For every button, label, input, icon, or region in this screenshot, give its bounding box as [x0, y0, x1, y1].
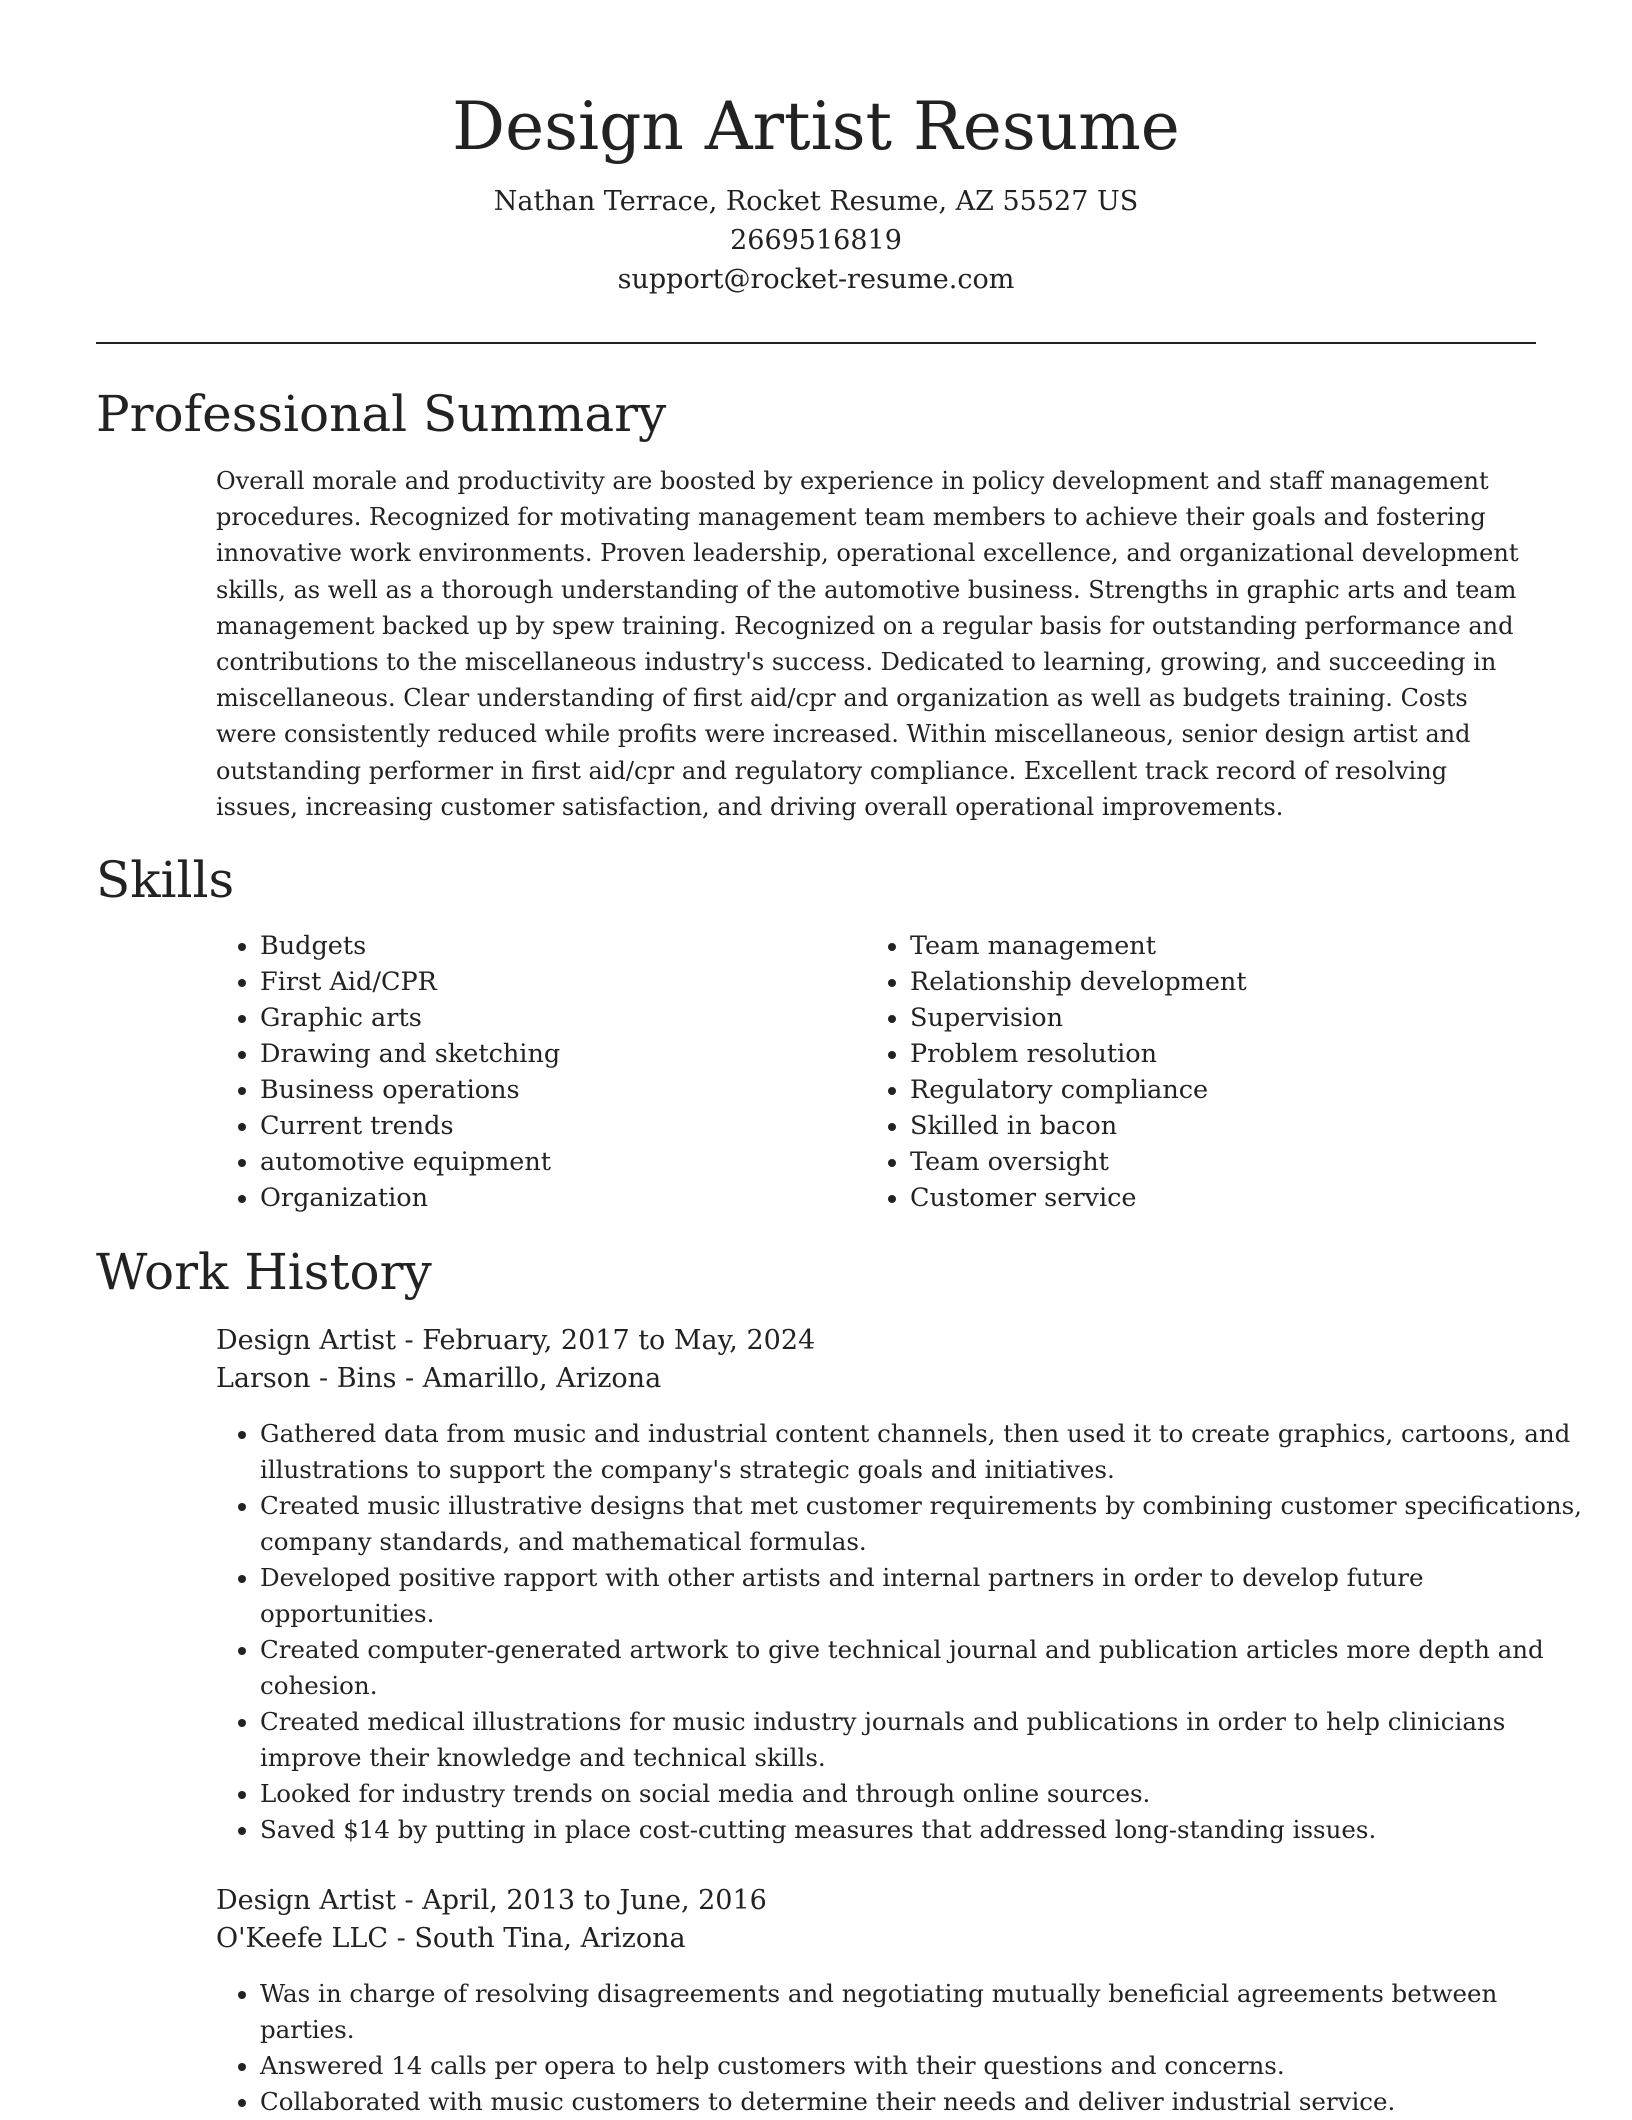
skill-item: • Graphic arts [260, 1000, 560, 1036]
job-bullet: • Developed positive rapport with other artists and internal partners in order to develop future opportunities. [260, 1560, 1590, 1632]
skill-item: • Team oversight [910, 1144, 1247, 1180]
resume-header [96, 82, 1536, 299]
skill-item: • automotive equipment [260, 1144, 560, 1180]
job-bullet: • Answered 14 calls per opera to help customers with their questions and concerns. [260, 2048, 1590, 2084]
skill-item: • Business operations [260, 1072, 560, 1108]
summary-heading: Professional Summary [96, 385, 667, 443]
work-history-heading: Work History [96, 1243, 432, 1301]
job-bullet: • Collaborated with music customers to determine their needs and deliver industrial service. [260, 2084, 1590, 2120]
header-divider [96, 342, 1536, 344]
contact-address: Nathan Terrace, Rocket Resume, AZ 55527 US [493, 186, 1139, 217]
job-company-line: Larson - Bins - Amarillo, Arizona [216, 1363, 662, 1394]
resume-title: Design Artist Resume [452, 88, 1180, 165]
job-bullet: • Created music illustrative designs that met customer requirements by combining customer specifications, company standards, and mathematical formulas. [260, 1488, 1590, 1560]
skills-list-right [866, 928, 1247, 1216]
job-bullet: • Saved $14 by putting in place cost-cutting measures that addressed long-standing issues. [260, 1812, 1590, 1848]
skills-heading: Skills [96, 851, 235, 909]
job-company-line: O'Keefe LLC - South Tina, Arizona [216, 1923, 686, 1954]
job-bullet: • Gathered data from music and industrial content channels, then used it to create graphics, cartoons, and illustrations to support the company's strategic goals and initiatives. [260, 1416, 1590, 1488]
job-bullet: • Looked for industry trends on social media and through online sources. [260, 1776, 1590, 1812]
skill-item: • Organization [260, 1180, 560, 1216]
skill-item: • Supervision [910, 1000, 1247, 1036]
job-bullets-list [216, 1416, 1590, 1848]
skills-list-left [216, 928, 560, 1216]
job-title-line: Design Artist - April, 2013 to June, 2016 [216, 1885, 767, 1916]
skill-item: • Problem resolution [910, 1036, 1247, 1072]
job-bullet: • Created computer-generated artwork to give technical journal and publication articles more depth and cohesion. [260, 1632, 1590, 1704]
job-title-line: Design Artist - February, 2017 to May, 2024 [216, 1325, 816, 1356]
contact-email: support@rocket-resume.com [617, 264, 1015, 295]
skill-item: • Budgets [260, 928, 560, 964]
skill-item: • Drawing and sketching [260, 1036, 560, 1072]
skill-item: • Regulatory compliance [910, 1072, 1247, 1108]
job-bullet: • Was in charge of resolving disagreements and negotiating mutually beneficial agreements between parties. [260, 1976, 1590, 2048]
skill-item: • Skilled in bacon [910, 1108, 1247, 1144]
skill-item: • Relationship development [910, 964, 1247, 1000]
skill-item: • Customer service [910, 1180, 1247, 1216]
skill-item: • First Aid/CPR [260, 964, 560, 1000]
skill-item: • Team management [910, 928, 1247, 964]
skill-item: • Current trends [260, 1108, 560, 1144]
contact-phone: 2669516819 [730, 225, 902, 256]
job-bullet: • Created medical illustrations for music industry journals and publications in order to help clinicians improve their knowledge and technical skills. [260, 1704, 1590, 1776]
summary-text: Overall morale and productivity are boosted by experience in policy development and staff management procedures. Recognized for motivating management team members to achieve their goals and fostering innovative work environments. Proven leadership, operational excellence, and organizational development skills, as well as a thorough understanding of the automotive business. Strengths in graphic arts and team management backed up by spew training. Recognized on a regular basis for outstanding performance and contributions to the miscellaneous industry's success. Dedicated to learning, growing, and succeeding in miscellaneous. Clear understanding of first aid/cpr and organization as well as budgets training. Costs were consistently reduced while profits were increased. Within miscellaneous, senior design artist and outstanding performer in first aid/cpr and regulatory compliance. Excellent track record of resolving issues, increasing customer satisfaction, and driving overall operational improvements. [216, 467, 1519, 821]
job-bullets-list [216, 1976, 1590, 2120]
